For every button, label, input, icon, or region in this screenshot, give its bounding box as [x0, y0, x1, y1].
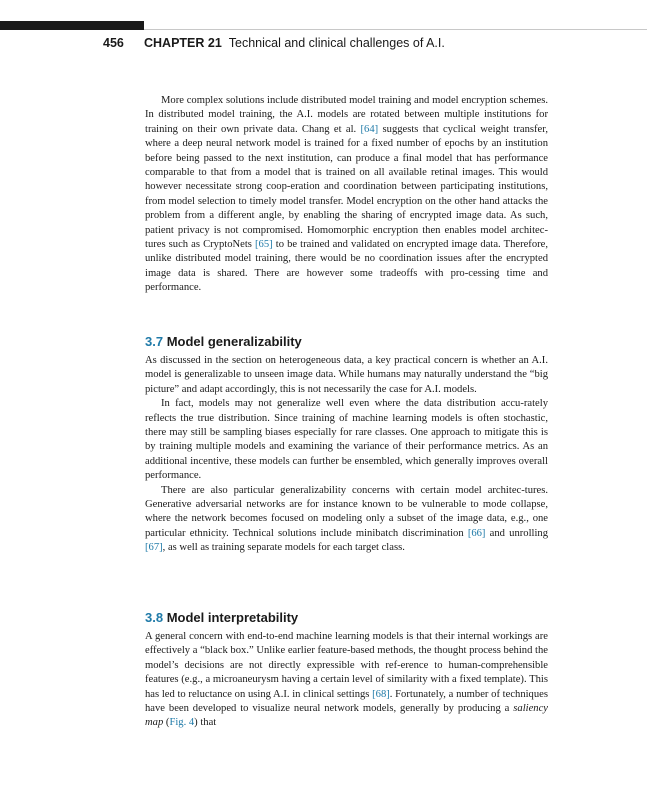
section-heading-3-7 — [145, 334, 548, 349]
paragraph: A general concern with end-to-end machine learning models is that their internal workings are effectively a “black box.” Unlike earlier feature-based methods, the thought process behind the model’s decisions are not directly expressible with ref-erence to human-comprehensible features (e.g., a microaneurysm having a certain level of similarity with a fixed template). This has led to reluctance on using A.I. in clinical settings [68]. Fortunately, a number of techniques have been developed to visualize neural network models, generally by producing a saliency map (Fig. 4) that — [145, 631, 548, 729]
paragraph: As discussed in the section on heterogeneous data, a key practical concern is whether an A.I. model is generalizable to unseen image data. While humans may naturally understand the “big picture” and adapt accordingly, this is not necessarily the case for A.I. models. — [145, 355, 548, 395]
citation-link[interactable]: [68] — [372, 688, 390, 700]
paragraph: There are also particular generalizability concerns with certain model architec-tures. Generative adversarial networks are for instance known to be vulnerable to mode collapse, where the network becomes focused on modeling only a subset of the image data, e.g., one particular ethnicity. Technical solutions include minibatch discrimination [66] and unrolling [67], as well as training separate models for each target class. — [145, 484, 548, 554]
chapter-label: CHAPTER 21 — [144, 36, 222, 50]
citation-link[interactable]: [66] — [467, 527, 486, 539]
intro-paragraph: More complex solutions include distributed model training and model encryption schemes. In distributed model training, the A.I. models are rotated between multiple institutions for training on their own private data. Chang et al. [64] suggests that cyclical weight transfer, where a deep neural network model is trained for a fixed number of epochs by an institution before being passed to the next institution, can produce a final model that has performance comparable to that from a model that is trained on all available retinal images. This would however necessitate strong coop-eration and coordination between participating institutions, from model selection to timely model transfer. Model encryption on the other hand attacks the problem from a different angle, by enabling the sharing of encrypted image data. As such, patient privacy is not compromised. Homomorphic encryption then enables model architec-tures such as CryptoNets [65] to be trained and validated on encrypted image data. Therefore, unlike distributed model training, there would be no coordination issues after the encrypted image data is shared. There are however some tradeoffs with pro-cessing time and performance. — [145, 95, 548, 294]
section-title: Model interpretability — [166, 610, 299, 625]
section-number: 3.8 — [145, 610, 164, 625]
section-heading-3-8 — [145, 610, 548, 625]
page-number: 456 — [103, 36, 124, 50]
section-title: Model generalizability — [166, 334, 302, 349]
chapter-title: Technical and clinical challenges of A.I. — [228, 36, 445, 50]
figure-link[interactable]: Fig. 4 — [169, 717, 195, 729]
citation-link[interactable]: [65] — [255, 239, 273, 251]
citation-link[interactable]: [64] — [360, 123, 379, 135]
header-black-bar — [0, 21, 144, 30]
section-3-8-body — [145, 630, 548, 731]
section-number: 3.7 — [145, 334, 164, 349]
header-rule — [144, 29, 647, 30]
section-3-7-body — [145, 354, 548, 556]
emphasis: saliency map — [145, 703, 548, 729]
paragraph: In fact, models may not generalize well even where the data distribution accu-rately reflects the true distribution. Since training of machine learning models is often stochastic, there may still be sampling biases especially for rare classes. One approach to mitigate this is by training multiple models and examining the variance of their performance metrics. As an additional incentive, these models can further be ensembled, which generally improves overall performance. — [145, 398, 548, 482]
citation-link[interactable]: [67] — [145, 542, 163, 554]
running-head — [103, 36, 445, 50]
